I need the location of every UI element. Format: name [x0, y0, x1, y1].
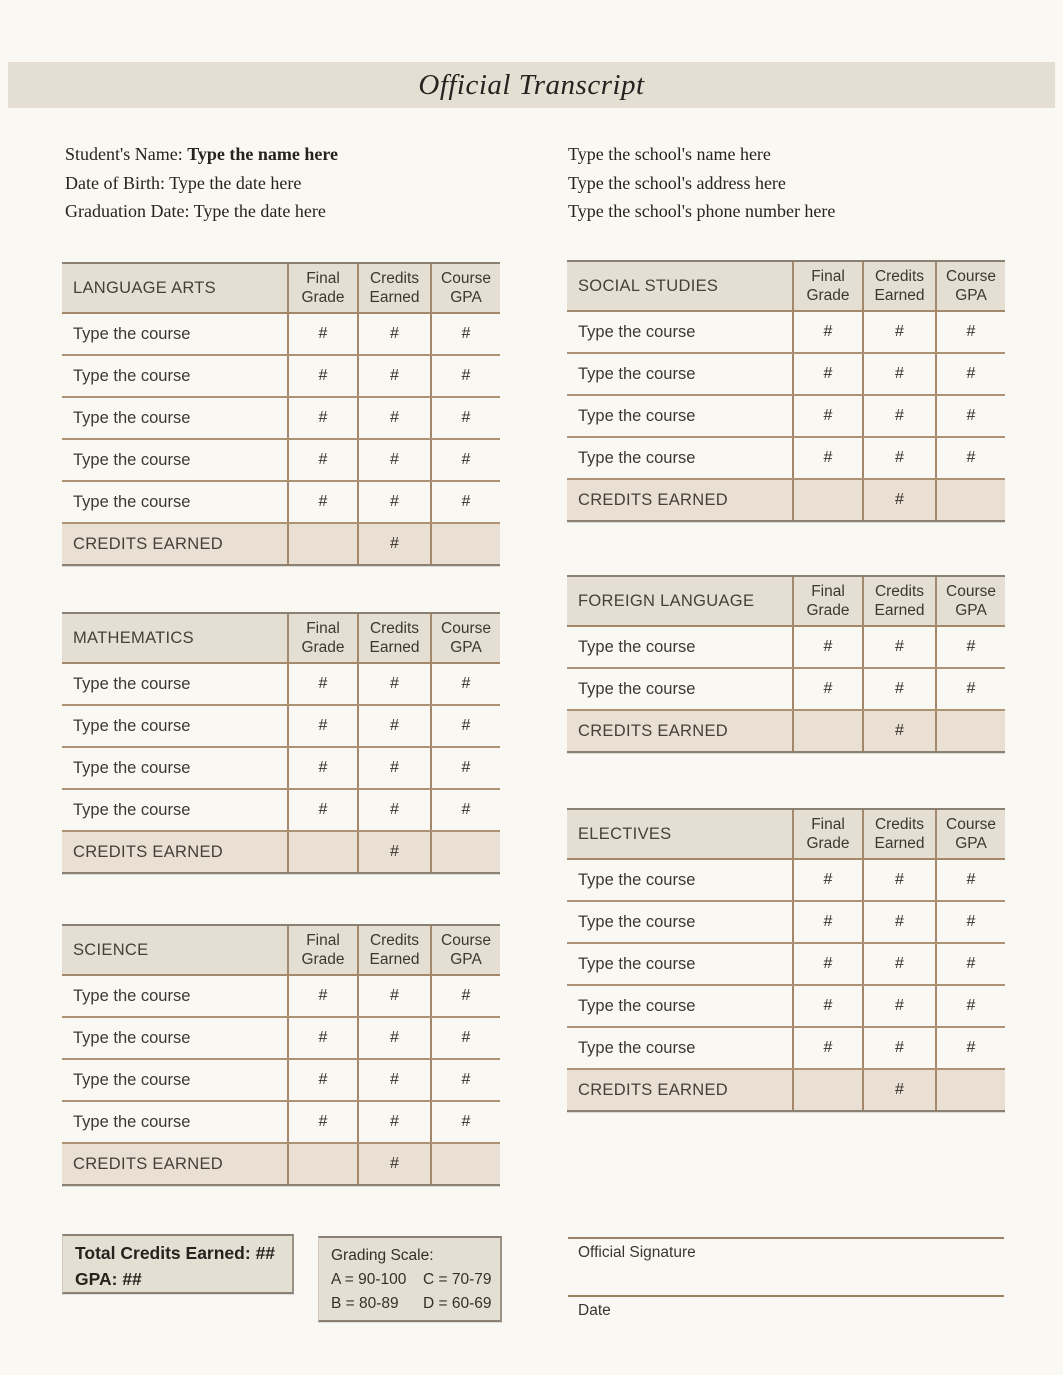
final-grade-placeholder[interactable]: #: [287, 440, 357, 480]
credits-earned-label: CREDITS EARNED: [73, 842, 223, 861]
table-row: [62, 748, 500, 790]
table-language-arts: [62, 262, 500, 566]
final-grade-placeholder[interactable]: #: [287, 398, 357, 438]
table-header-row: [567, 260, 1005, 312]
course-name-placeholder[interactable]: Type the course: [578, 364, 696, 383]
table-title: ELECTIVES: [578, 824, 672, 843]
school-info-block: [568, 140, 835, 226]
totals-box: [62, 1234, 294, 1294]
empty-cell: [287, 832, 357, 872]
grade-b-range: B = 80-89: [331, 1295, 399, 1312]
course-name-placeholder[interactable]: Type the course: [73, 1070, 191, 1089]
credits-earned-placeholder[interactable]: #: [357, 1102, 430, 1142]
column-header: Course GPA: [430, 264, 500, 312]
credits-earned-placeholder[interactable]: #: [357, 1018, 430, 1058]
course-name-placeholder[interactable]: Type the course: [578, 912, 696, 931]
credits-earned-placeholder[interactable]: #: [862, 354, 935, 394]
gpa-placeholder[interactable]: ##: [122, 1269, 142, 1289]
credits-earned-placeholder[interactable]: #: [357, 748, 430, 788]
final-grade-placeholder[interactable]: #: [792, 438, 862, 478]
credits-earned-label: CREDITS EARNED: [578, 490, 728, 509]
credits-earned-row: [567, 480, 1005, 522]
course-name-placeholder[interactable]: Type the course: [578, 679, 696, 698]
gpa-line: [75, 1266, 280, 1292]
column-header: Course GPA: [430, 926, 500, 974]
table-electives: [567, 808, 1005, 1112]
table-title: SCIENCE: [73, 940, 149, 959]
empty-cell: [935, 711, 1005, 751]
table-row: [62, 314, 500, 356]
final-grade-placeholder[interactable]: #: [287, 1060, 357, 1100]
credits-earned-placeholder[interactable]: #: [862, 627, 935, 667]
signature-label: Official Signature: [578, 1244, 696, 1261]
table-row: [62, 790, 500, 832]
course-name-placeholder[interactable]: Type the course: [578, 322, 696, 341]
column-header: Final Grade: [792, 577, 862, 625]
course-gpa-placeholder[interactable]: #: [935, 438, 1005, 478]
table-row: [567, 944, 1005, 986]
credits-earned-placeholder[interactable]: #: [862, 860, 935, 900]
final-grade-placeholder[interactable]: #: [792, 396, 862, 436]
course-gpa-placeholder[interactable]: #: [935, 944, 1005, 984]
course-gpa-placeholder[interactable]: #: [430, 664, 500, 704]
table-row: [567, 986, 1005, 1028]
course-gpa-placeholder[interactable]: #: [935, 1028, 1005, 1068]
credits-earned-placeholder[interactable]: #: [862, 944, 935, 984]
table-row: [62, 356, 500, 398]
credits-earned-total-placeholder[interactable]: #: [357, 832, 430, 872]
final-grade-placeholder[interactable]: #: [287, 706, 357, 746]
table-row: [567, 627, 1005, 669]
gpa-label: GPA:: [75, 1269, 118, 1289]
column-header: Credits Earned: [357, 264, 430, 312]
final-grade-placeholder[interactable]: #: [792, 986, 862, 1026]
title-banner: [8, 62, 1055, 108]
credits-earned-placeholder[interactable]: #: [862, 438, 935, 478]
course-name-placeholder[interactable]: Type the course: [73, 800, 191, 819]
credits-earned-total-placeholder[interactable]: #: [862, 480, 935, 520]
table-row: [62, 1060, 500, 1102]
school-phone-placeholder[interactable]: Type the school's phone number here: [568, 201, 836, 221]
final-grade-placeholder[interactable]: #: [287, 1018, 357, 1058]
course-gpa-placeholder[interactable]: #: [430, 748, 500, 788]
date-of-birth-label: Date of Birth:: [65, 172, 170, 193]
course-name-placeholder[interactable]: Type the course: [578, 448, 696, 467]
final-grade-placeholder[interactable]: #: [287, 790, 357, 830]
credits-earned-row: [567, 1070, 1005, 1112]
graduation-date-label: Graduation Date:: [65, 201, 194, 221]
course-name-placeholder[interactable]: Type the course: [578, 406, 696, 425]
student-info-block: [65, 140, 338, 226]
course-gpa-placeholder[interactable]: #: [430, 1018, 500, 1058]
student-name-line: [65, 140, 338, 169]
column-header: Credits Earned: [357, 926, 430, 974]
empty-cell: [287, 1144, 357, 1184]
final-grade-placeholder[interactable]: #: [792, 944, 862, 984]
column-header: Credits Earned: [862, 810, 935, 858]
table-science: [62, 924, 500, 1186]
date-of-birth-line: [65, 169, 338, 198]
credits-earned-label: CREDITS EARNED: [73, 1154, 223, 1173]
grade-d-range: D = 60-69: [423, 1295, 492, 1312]
table-header-row: [62, 612, 500, 664]
final-grade-placeholder[interactable]: #: [287, 664, 357, 704]
column-header: Final Grade: [287, 264, 357, 312]
final-grade-placeholder[interactable]: #: [792, 627, 862, 667]
table-row: [567, 438, 1005, 480]
column-header: Final Grade: [287, 926, 357, 974]
course-gpa-placeholder[interactable]: #: [935, 627, 1005, 667]
total-credits-label: Total Credits Earned:: [75, 1243, 251, 1263]
final-grade-placeholder[interactable]: #: [287, 748, 357, 788]
final-grade-placeholder[interactable]: #: [792, 860, 862, 900]
course-gpa-placeholder[interactable]: #: [935, 860, 1005, 900]
table-header-row: [567, 575, 1005, 627]
table-row: [567, 396, 1005, 438]
course-gpa-placeholder[interactable]: #: [430, 482, 500, 522]
course-name-placeholder[interactable]: Type the course: [73, 366, 191, 385]
course-gpa-placeholder[interactable]: #: [430, 398, 500, 438]
table-row: [62, 482, 500, 524]
credits-earned-total-placeholder[interactable]: #: [357, 524, 430, 564]
total-credits-placeholder[interactable]: ##: [255, 1243, 276, 1263]
course-name-placeholder[interactable]: Type the course: [578, 637, 696, 656]
credits-earned-label: CREDITS EARNED: [578, 721, 728, 740]
table-row: [62, 976, 500, 1018]
empty-cell: [935, 1070, 1005, 1110]
empty-cell: [430, 832, 500, 872]
final-grade-placeholder[interactable]: #: [287, 356, 357, 396]
course-name-placeholder[interactable]: Type the course: [73, 716, 191, 735]
student-name-label: Student's Name:: [65, 144, 188, 164]
course-name-placeholder[interactable]: Type the course: [73, 324, 191, 343]
credits-earned-total-placeholder[interactable]: #: [357, 1144, 430, 1184]
course-name-placeholder[interactable]: Type the course: [578, 1038, 696, 1057]
table-title: SOCIAL STUDIES: [578, 276, 719, 295]
credits-earned-row: [567, 711, 1005, 753]
empty-cell: [287, 524, 357, 564]
empty-cell: [430, 524, 500, 564]
course-gpa-placeholder[interactable]: #: [430, 706, 500, 746]
column-header: Course GPA: [935, 262, 1005, 310]
column-header: Final Grade: [287, 614, 357, 662]
table-row: [62, 1102, 500, 1144]
table-title: MATHEMATICS: [73, 628, 194, 647]
table-title: FOREIGN LANGUAGE: [578, 591, 755, 610]
credits-earned-placeholder[interactable]: #: [357, 790, 430, 830]
table-row: [62, 440, 500, 482]
column-header: Final Grade: [792, 810, 862, 858]
course-name-placeholder[interactable]: Type the course: [73, 986, 191, 1005]
column-header: Course GPA: [935, 810, 1005, 858]
credits-earned-placeholder[interactable]: #: [357, 976, 430, 1016]
table-social-studies: [567, 260, 1005, 522]
empty-cell: [792, 711, 862, 751]
final-grade-placeholder[interactable]: #: [287, 482, 357, 522]
final-grade-placeholder[interactable]: #: [792, 1028, 862, 1068]
final-grade-placeholder[interactable]: #: [287, 1102, 357, 1142]
credits-earned-label: CREDITS EARNED: [73, 534, 223, 553]
empty-cell: [792, 1070, 862, 1110]
course-name-placeholder[interactable]: Type the course: [73, 408, 191, 427]
course-name-placeholder[interactable]: Type the course: [73, 1112, 191, 1131]
final-grade-placeholder[interactable]: #: [792, 902, 862, 942]
final-grade-placeholder[interactable]: #: [792, 354, 862, 394]
credits-earned-placeholder[interactable]: #: [357, 314, 430, 354]
grading-scale-row: [331, 1268, 500, 1292]
grading-scale-title: Grading Scale:: [331, 1247, 434, 1264]
student-name-placeholder[interactable]: Type the name here: [187, 144, 339, 164]
empty-cell: [792, 480, 862, 520]
table-title: LANGUAGE ARTS: [73, 278, 216, 297]
course-name-placeholder[interactable]: Type the course: [73, 758, 191, 777]
date-field: [568, 1295, 1004, 1320]
official-signature-field: [568, 1237, 1004, 1262]
credits-earned-placeholder[interactable]: #: [357, 482, 430, 522]
table-row: [567, 312, 1005, 354]
course-name-placeholder[interactable]: Type the course: [73, 674, 191, 693]
course-gpa-placeholder[interactable]: #: [935, 986, 1005, 1026]
grade-c-range: C = 70-79: [423, 1271, 492, 1288]
grade-a-range: A = 90-100: [331, 1271, 407, 1288]
total-credits-line: [75, 1240, 280, 1266]
column-header: Credits Earned: [357, 614, 430, 662]
final-grade-placeholder[interactable]: #: [287, 976, 357, 1016]
course-gpa-placeholder[interactable]: #: [935, 396, 1005, 436]
table-mathematics: [62, 612, 500, 874]
credits-earned-row: [62, 524, 500, 566]
credits-earned-row: [62, 832, 500, 874]
course-name-placeholder[interactable]: Type the course: [73, 450, 191, 469]
credits-earned-placeholder[interactable]: #: [862, 902, 935, 942]
final-grade-placeholder[interactable]: #: [792, 312, 862, 352]
course-gpa-placeholder[interactable]: #: [430, 356, 500, 396]
credits-earned-row: [62, 1144, 500, 1186]
course-name-placeholder[interactable]: Type the course: [578, 996, 696, 1015]
credits-earned-placeholder[interactable]: #: [862, 669, 935, 709]
credits-earned-total-placeholder[interactable]: #: [862, 1070, 935, 1110]
credits-earned-placeholder[interactable]: #: [862, 312, 935, 352]
credits-earned-placeholder[interactable]: #: [862, 396, 935, 436]
credits-earned-placeholder[interactable]: #: [357, 440, 430, 480]
table-row: [567, 902, 1005, 944]
course-gpa-placeholder[interactable]: #: [935, 354, 1005, 394]
credits-earned-placeholder[interactable]: #: [357, 398, 430, 438]
table-row: [62, 398, 500, 440]
graduation-date-line: [65, 197, 338, 226]
course-name-placeholder[interactable]: Type the course: [73, 1028, 191, 1047]
table-row: [62, 706, 500, 748]
empty-cell: [935, 480, 1005, 520]
table-row: [62, 1018, 500, 1060]
credits-earned-placeholder[interactable]: #: [357, 1060, 430, 1100]
course-gpa-placeholder[interactable]: #: [430, 976, 500, 1016]
column-header: Course GPA: [935, 577, 1005, 625]
table-header-row: [567, 808, 1005, 860]
table-foreign-language: [567, 575, 1005, 753]
course-gpa-placeholder[interactable]: #: [935, 312, 1005, 352]
table-header-row: [62, 262, 500, 314]
credits-earned-placeholder[interactable]: #: [357, 664, 430, 704]
course-gpa-placeholder[interactable]: #: [430, 1102, 500, 1142]
credits-earned-label: CREDITS EARNED: [578, 1080, 728, 1099]
course-name-placeholder[interactable]: Type the course: [578, 870, 696, 889]
course-gpa-placeholder[interactable]: #: [430, 314, 500, 354]
credits-earned-placeholder[interactable]: #: [862, 1028, 935, 1068]
school-name-placeholder[interactable]: Type the school's name here: [568, 144, 771, 164]
final-grade-placeholder[interactable]: #: [287, 314, 357, 354]
course-name-placeholder[interactable]: Type the course: [73, 492, 191, 511]
date-of-birth-placeholder[interactable]: Type the date here: [169, 172, 302, 193]
column-header: Final Grade: [792, 262, 862, 310]
credits-earned-placeholder[interactable]: #: [862, 986, 935, 1026]
date-label: Date: [578, 1302, 611, 1319]
credits-earned-total-placeholder[interactable]: #: [862, 711, 935, 751]
course-name-placeholder[interactable]: Type the course: [578, 954, 696, 973]
course-gpa-placeholder[interactable]: #: [430, 1060, 500, 1100]
credits-earned-placeholder[interactable]: #: [357, 706, 430, 746]
page-title: Official Transcript: [418, 68, 645, 101]
table-row: [567, 669, 1005, 711]
grading-scale-box: [318, 1236, 502, 1322]
table-row: [62, 664, 500, 706]
course-gpa-placeholder[interactable]: #: [935, 669, 1005, 709]
course-gpa-placeholder[interactable]: #: [430, 790, 500, 830]
final-grade-placeholder[interactable]: #: [792, 669, 862, 709]
course-gpa-placeholder[interactable]: #: [935, 902, 1005, 942]
course-gpa-placeholder[interactable]: #: [430, 440, 500, 480]
column-header: Credits Earned: [862, 577, 935, 625]
credits-earned-placeholder[interactable]: #: [357, 356, 430, 396]
table-header-row: [62, 924, 500, 976]
table-row: [567, 860, 1005, 902]
grading-scale-row: [331, 1292, 500, 1316]
graduation-date-placeholder[interactable]: Type the date here: [193, 201, 326, 221]
school-address-placeholder[interactable]: Type the school's address here: [568, 172, 786, 193]
column-header: Course GPA: [430, 614, 500, 662]
empty-cell: [430, 1144, 500, 1184]
table-row: [567, 354, 1005, 396]
table-row: [567, 1028, 1005, 1070]
column-header: Credits Earned: [862, 262, 935, 310]
